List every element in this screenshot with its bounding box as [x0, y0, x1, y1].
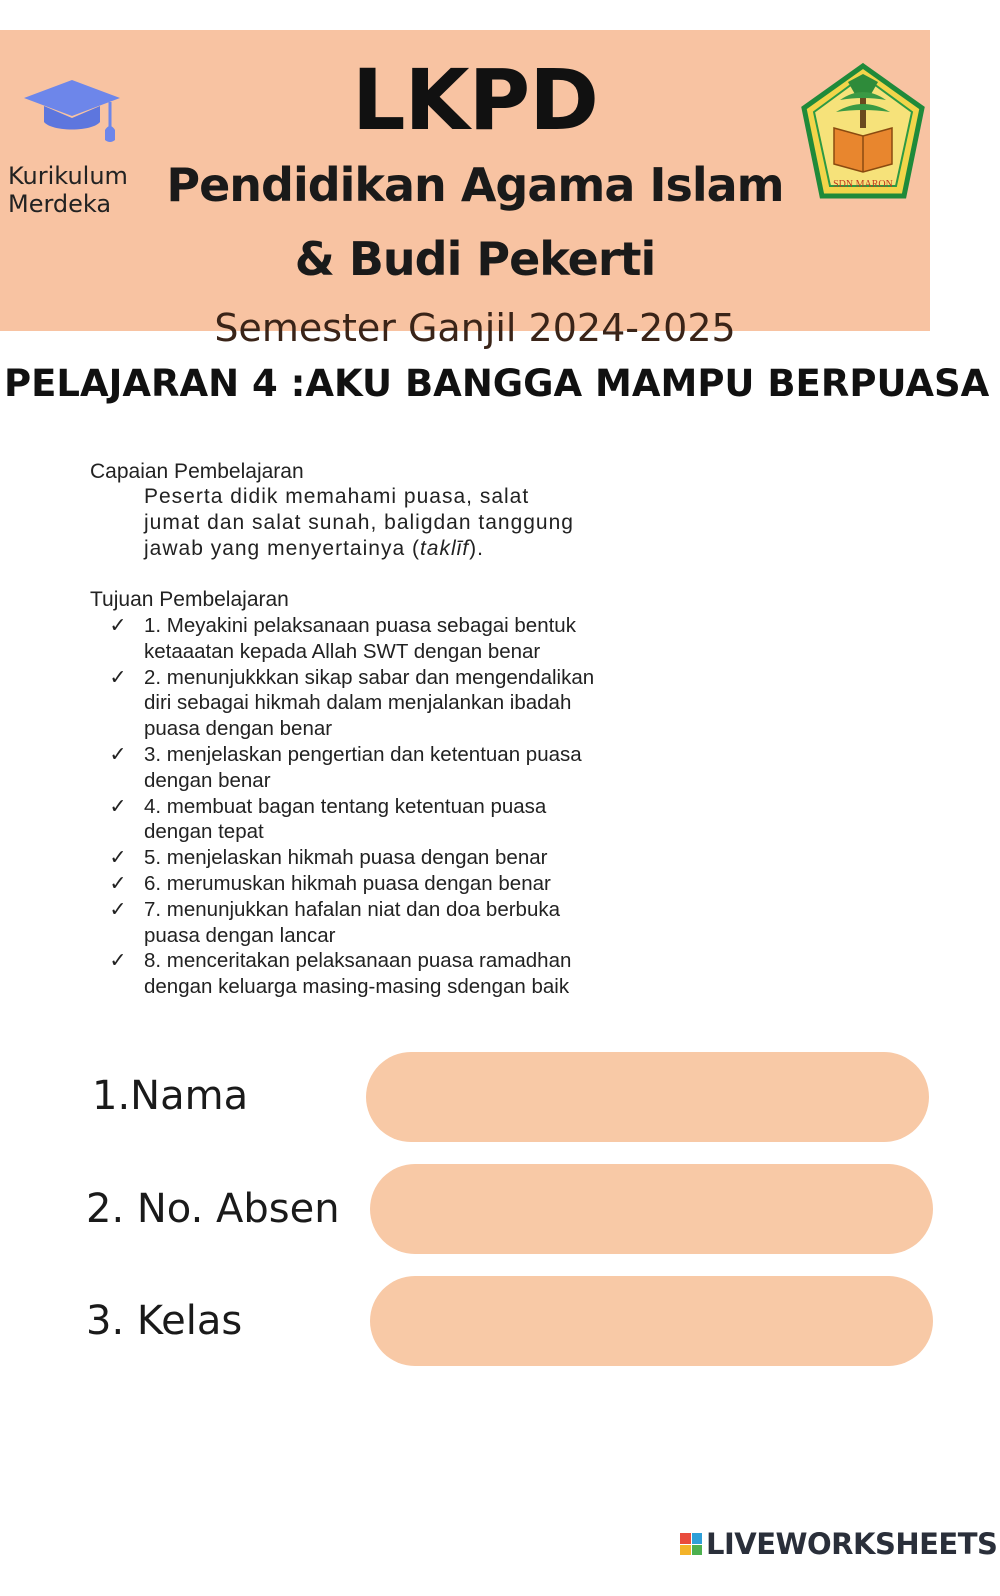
check-icon: ✓: [109, 845, 127, 870]
check-icon: ✓: [109, 741, 127, 766]
tujuan-item-line: 1. Meyakini pelaksanaan puasa sebagai bentuk: [144, 614, 576, 637]
check-icon: ✓: [109, 870, 127, 895]
tujuan-item-line: 5. menjelaskan hikmah puasa dengan benar: [144, 846, 548, 870]
footer-brand: LIVEWORKSHEETS: [706, 1527, 998, 1561]
tujuan-item: [108, 871, 668, 897]
nama-field[interactable]: [366, 1052, 929, 1142]
liveworksheets-logo: [680, 1527, 997, 1561]
tujuan-item: [108, 845, 668, 871]
tujuan-item: [108, 897, 668, 949]
capaian-line-3-suffix: ).: [469, 537, 484, 560]
check-icon: ✓: [109, 613, 127, 637]
tujuan-item-line: dengan benar: [144, 768, 271, 792]
tujuan-item-line: diri sebagai hikmah dalam menjalankan ibadah: [144, 691, 572, 715]
tujuan-item-line: 2. menunjukkkan sikap sabar dan mengendalikan: [144, 665, 595, 689]
tujuan-item-line: puasa dengan benar: [144, 717, 333, 741]
tujuan-item-line: 3. menjelaskan pengertian dan ketentuan puasa: [144, 742, 582, 766]
capaian-line-3: [144, 536, 664, 562]
school-logo-icon: [800, 62, 926, 200]
check-icon: ✓: [109, 664, 127, 689]
logo-text: SDN MARON: [833, 179, 893, 190]
absen-label: 2. No. Absen: [86, 1186, 340, 1232]
lesson-title: PELAJARAN 4 :AKU BANGGA MAMPU BERPUASA: [4, 362, 990, 405]
subject-line-2: & Budi Pekerti: [294, 232, 656, 286]
check-icon: ✓: [109, 896, 127, 921]
tujuan-item-line: dengan keluarga masing-masing sdengan baik: [144, 975, 570, 999]
subject-line-1: Pendidikan Agama Islam: [166, 158, 784, 212]
capaian-heading: Capaian Pembelajaran: [90, 460, 304, 483]
tujuan-item-line: 8. menceritakan pelaksanaan puasa ramadhan: [144, 949, 572, 973]
tujuan-list: [108, 613, 668, 1000]
tujuan-item: [108, 948, 668, 1000]
capaian-taklif: taklīf: [419, 537, 470, 560]
kelas-label: 3. Kelas: [86, 1298, 243, 1344]
check-icon: ✓: [109, 793, 127, 818]
nama-label: 1.Nama: [92, 1073, 249, 1119]
capaian-line-2: jumat dan salat sunah, baligdan tanggung: [144, 511, 574, 534]
tujuan-item-line: 6. merumuskan hikmah puasa dengan benar: [144, 871, 551, 895]
tujuan-item: [108, 794, 668, 846]
liveworksheets-badge-icon: [680, 1533, 702, 1555]
tujuan-heading: Tujuan Pembelajaran: [90, 588, 289, 611]
brand-line-1: Kurikulum: [8, 162, 128, 190]
kelas-field[interactable]: [370, 1276, 933, 1366]
capaian-body: [144, 484, 664, 562]
header-banner: [0, 30, 930, 350]
tujuan-item-line: puasa dengan lancar: [144, 923, 336, 947]
capaian-line-1: Peserta didik memahami puasa, salat: [144, 485, 530, 508]
tujuan-item: [108, 665, 668, 742]
tujuan-item-line: 7. menunjukkan hafalan niat dan doa berbuka: [144, 897, 561, 921]
brand-line-2: Merdeka: [8, 190, 112, 218]
page-title: LKPD: [352, 51, 598, 149]
capaian-line-3-prefix: jawab yang menyertainya (: [144, 537, 420, 560]
tujuan-item-line: 4. membuat bagan tentang ketentuan puasa: [144, 794, 547, 818]
tujuan-item-line: dengan tepat: [144, 820, 264, 844]
semester-label: Semester Ganjil 2024-2025: [214, 306, 736, 350]
check-icon: ✓: [109, 948, 127, 973]
tujuan-item: [108, 742, 668, 794]
tujuan-item-line: ketaaatan kepada Allah SWT dengan benar: [144, 639, 541, 663]
tujuan-item: [108, 613, 668, 665]
absen-field[interactable]: [370, 1164, 933, 1254]
